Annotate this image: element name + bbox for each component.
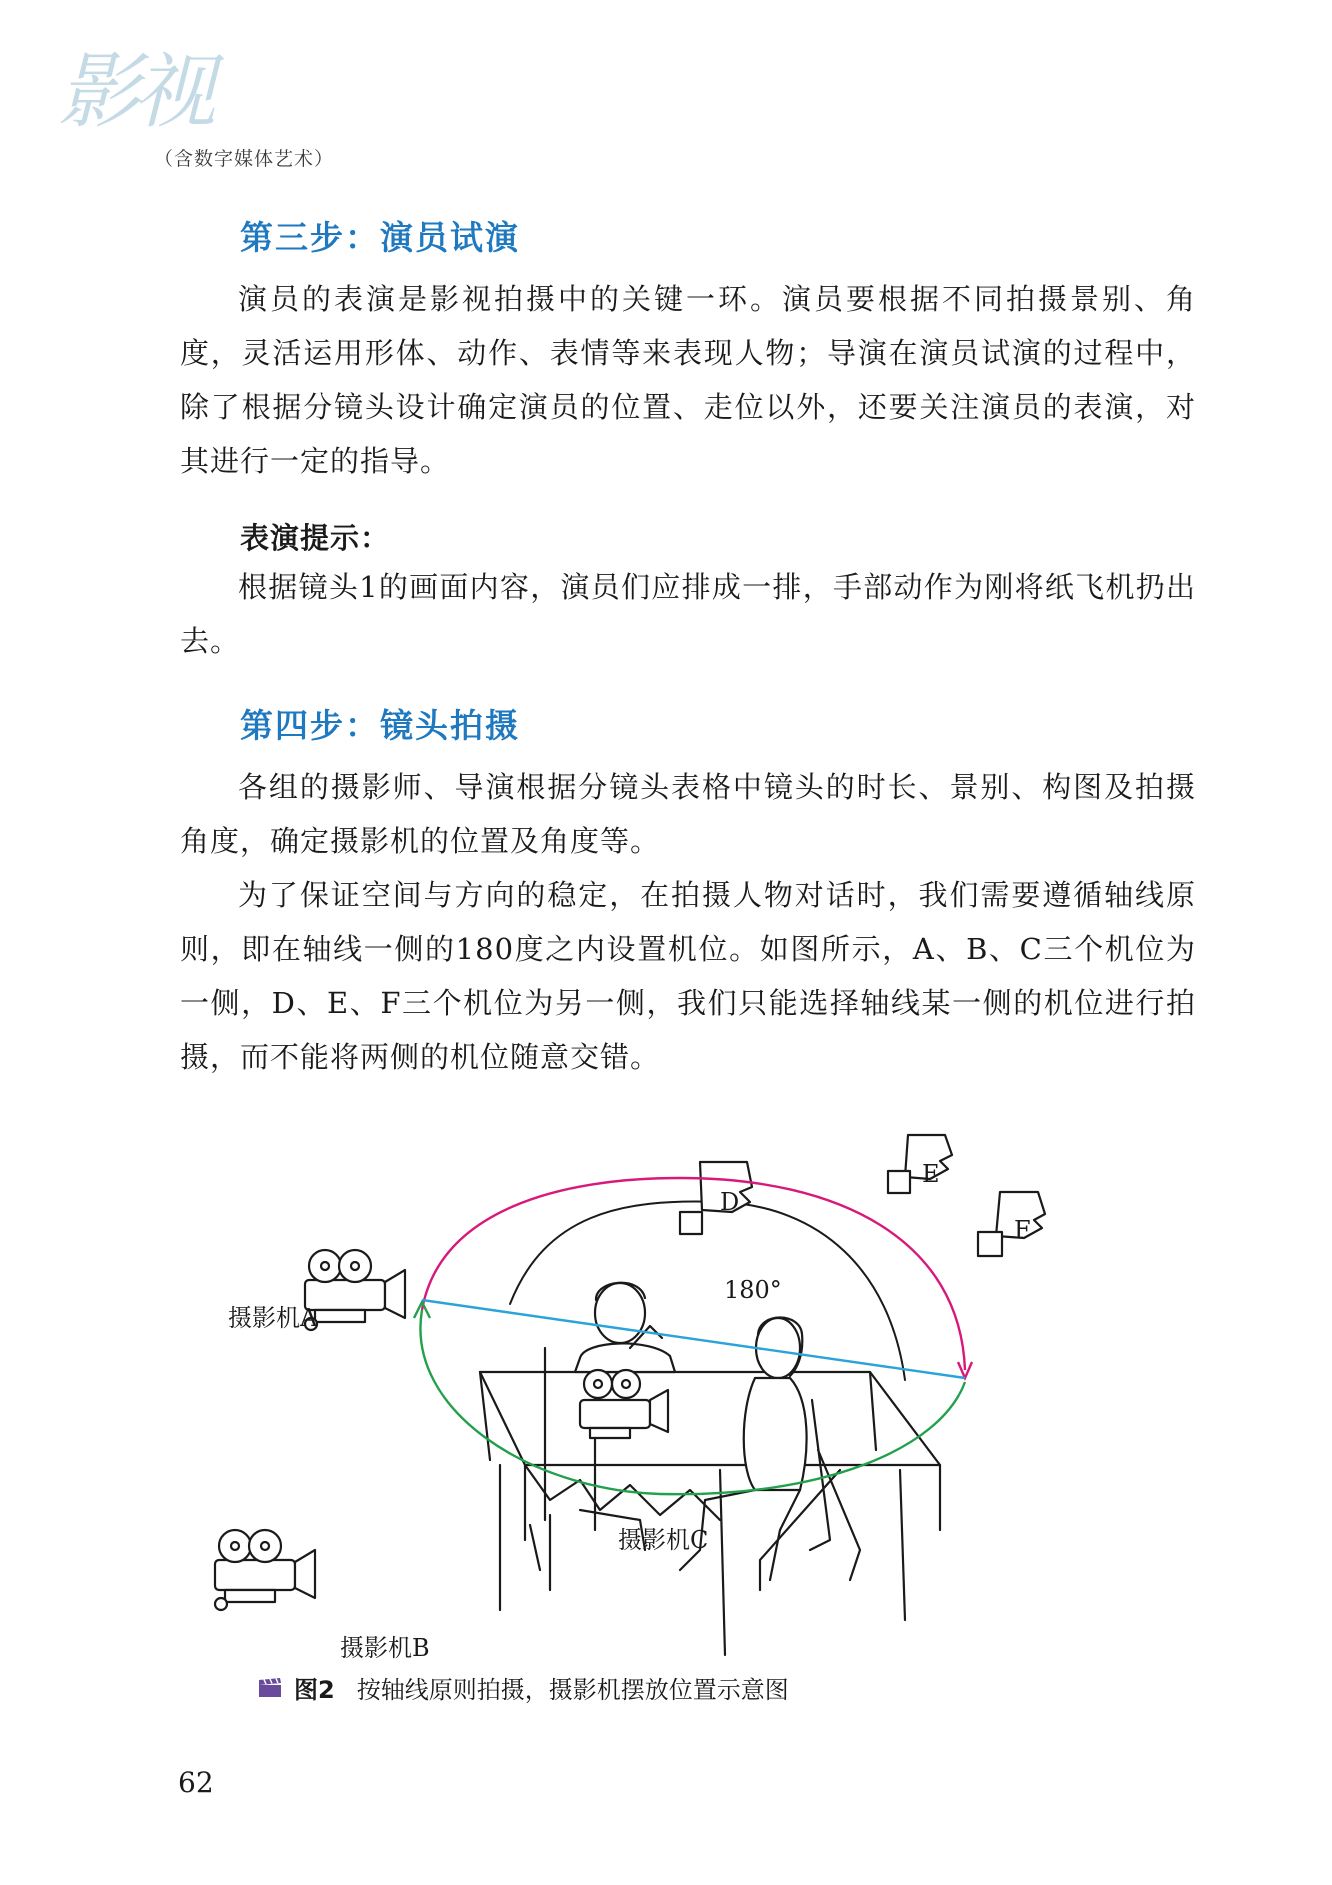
performance-tip-title: 表演提示： xyxy=(240,521,391,555)
camera-a-label: 摄影机A xyxy=(228,1304,318,1332)
figure-caption xyxy=(258,1670,789,1705)
camera-e-label: E xyxy=(922,1160,940,1188)
caption-number: 图2 xyxy=(294,1676,335,1704)
section-heading-step3: 第三步：演员试演 xyxy=(240,218,520,257)
camera-b-label: 摄影机B xyxy=(340,1634,430,1662)
axis-rule-figure xyxy=(200,1120,1200,1660)
angle-label: 180° xyxy=(724,1276,782,1304)
camera-d-label: D xyxy=(720,1188,740,1216)
section3-paragraph: 演员的表演是影视拍摄中的关键一环。演员要根据不同拍摄景别、角度，灵活运用形体、动作、表情等来表现人物；导演在演员试演的过程中，除了根据分镜头设计确定演员的位置、走位以外，还要关注演员的表演，对其进行一定的指导。 xyxy=(180,282,1196,478)
figure-illustration xyxy=(200,1120,1200,1660)
section4-paragraph-2: 为了保证空间与方向的稳定，在拍摄人物对话时，我们需要遵循轴线原则，即在轴线一侧的180度之内设置机位。如图所示，A、B、C三个机位为一侧，D、E、F三个机位为另一侧，我们只能选择轴线某一侧的机位进行拍摄，而不能将两侧的机位随意交错。 xyxy=(180,878,1196,1074)
caption-text: 按轴线原则拍摄，摄影机摆放位置示意图 xyxy=(356,1676,789,1704)
clapperboard-icon xyxy=(258,1678,282,1698)
section-heading-step4: 第四步：镜头拍摄 xyxy=(240,706,520,745)
camera-c-label: 摄影机C xyxy=(618,1526,709,1554)
logo-subtitle: （含数字媒体艺术） xyxy=(154,148,335,170)
page-number: 62 xyxy=(178,1766,214,1799)
logo-title: 影视 xyxy=(58,45,210,140)
camera-f-label: F xyxy=(1014,1216,1031,1244)
section4-paragraph-1: 各组的摄影师、导演根据分镜头表格中镜头的时长、景别、构图及拍摄角度，确定摄影机的位置及角度等。 xyxy=(180,770,1196,858)
performance-tip-text: 根据镜头1的画面内容，演员们应排成一排，手部动作为刚将纸飞机扔出去。 xyxy=(180,570,1196,658)
header-logo xyxy=(58,45,358,182)
